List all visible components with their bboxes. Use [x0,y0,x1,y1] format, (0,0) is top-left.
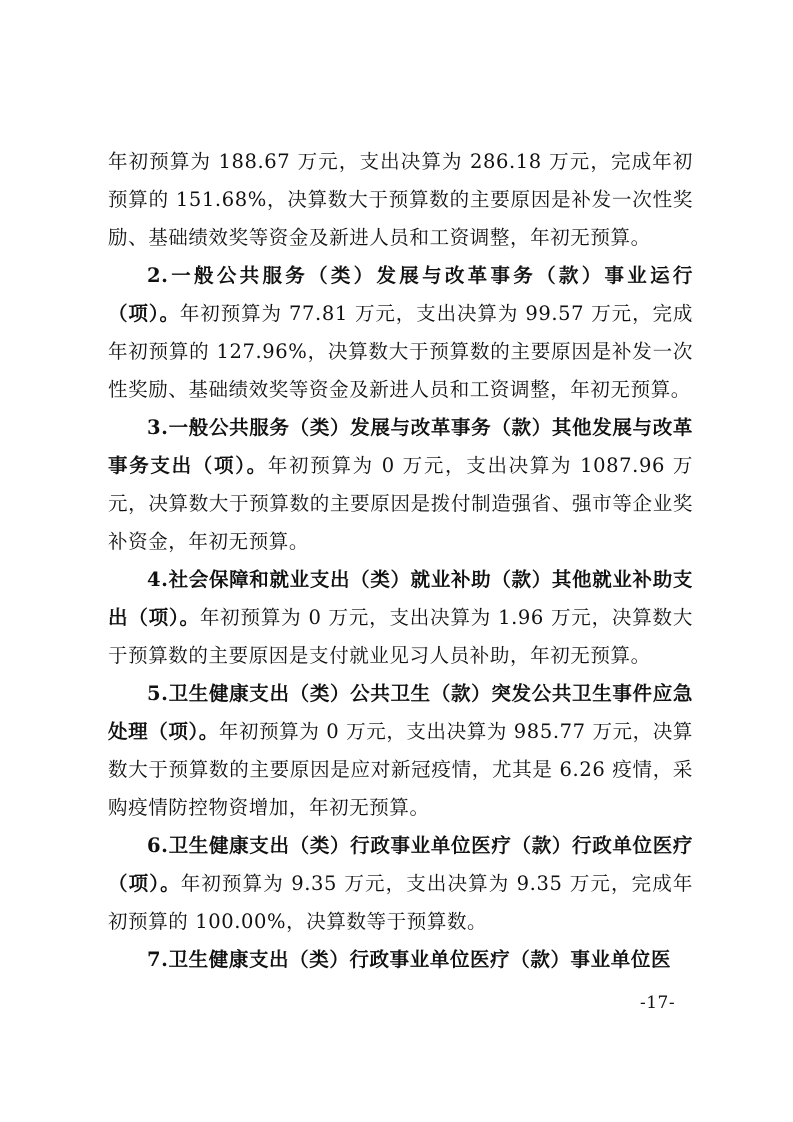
paragraph-1 [108,143,693,257]
paragraph-6-heading: 6.卫生健康支出（类）行政事业单位医疗（款）行政单位医疗（项）。 [108,834,693,895]
paragraph-4-heading: 4.社会保障和就业支出（类）就业补助（款）其他就业补助支出（项）。 [108,568,693,629]
paragraph-6-body: 年初预算为 9.35 万元，支出决算为 9.35 万元，完成年初预算的 100.00%，决算数等于预算数。 [108,872,693,933]
paragraph-5 [108,675,693,827]
document-page [108,143,693,979]
page-number: -17- [640,993,676,1013]
paragraph-4 [108,561,693,675]
paragraph-2-heading: 2.一般公共服务（类）发展与改革事务（款）事业运行（项）。 [108,264,693,325]
paragraph-7 [108,941,693,979]
paragraph-3 [108,409,693,561]
paragraph-4-body: 年初预算为 0 万元，支出决算为 1.96 万元，决算数大于预算数的主要原因是支付就业见习人员补助，年初无预算。 [108,606,693,667]
paragraph-3-heading: 3.一般公共服务（类）发展与改革事务（款）其他发展与改革事务支出（项）。 [108,416,693,477]
paragraph-1-body: 年初预算为 188.67 万元，支出决算为 286.18 万元，完成年初预算的 151.68%，决算数大于预算数的主要原因是补发一次性奖励、基础绩效奖等资金及新进人员和工资调整，年初无预算。 [108,150,693,249]
paragraph-6 [108,827,693,941]
paragraph-7-heading: 7.卫生健康支出（类）行政事业单位医疗（款）事业单位医 [147,948,672,971]
paragraph-3-body: 年初预算为 0 万元，支出决算为 1087.96 万元，决算数大于预算数的主要原因是拨付制造强省、强市等企业奖补资金，年初无预算。 [108,454,693,553]
paragraph-5-body: 年初预算为 0 万元，支出决算为 985.77 万元，决算数大于预算数的主要原因是应对新冠疫情，尤其是 6.26 疫情，采购疫情防控物资增加，年初无预算。 [108,720,693,819]
paragraph-2-body: 年初预算为 77.81 万元，支出决算为 99.57 万元，完成年初预算的 127.96%，决算数大于预算数的主要原因是补发一次性奖励、基础绩效奖等资金及新进人员和工资调整，年初无预算。 [108,302,693,401]
paragraph-2 [108,257,693,409]
paragraph-5-heading: 5.卫生健康支出（类）公共卫生（款）突发公共卫生事件应急处理（项）。 [108,682,693,743]
